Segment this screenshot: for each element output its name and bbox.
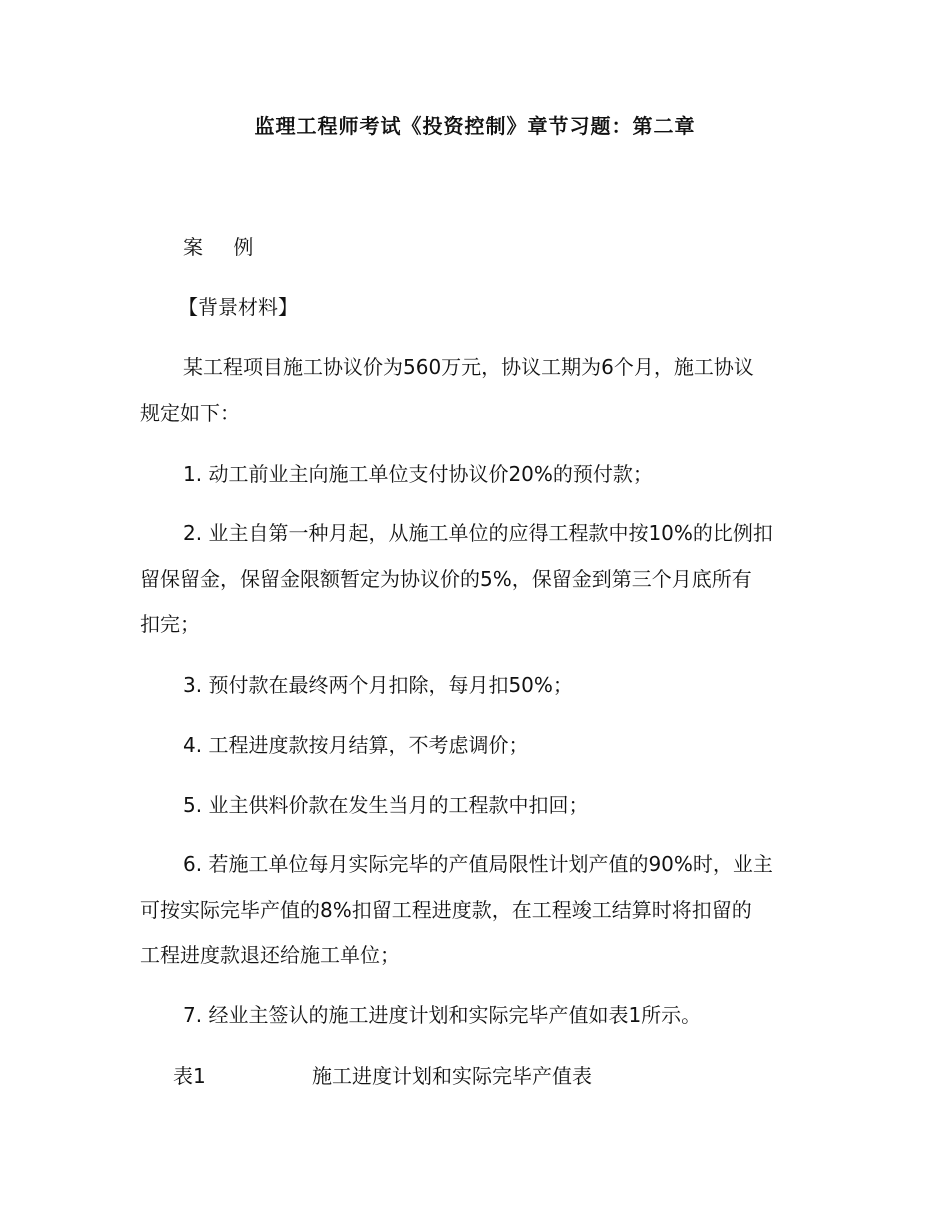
rule-item-7: 7. 经业主签认的施工进度计划和实际完毕产值如表1所示。: [183, 1003, 702, 1027]
intro-line-1: 某工程项目施工协议价为560万元，协议工期为6个月，施工协议: [183, 355, 754, 379]
background-heading: 【背景材料】: [178, 295, 298, 319]
rule-item-2-line-1: 2. 业主自第一种月起，从施工单位的应得工程款中按10%的比例扣: [183, 521, 773, 545]
table-caption-number: 表1: [173, 1064, 206, 1088]
rule-item-6-line-2: 可按实际完毕产值的8%扣留工程进度款，在工程竣工结算时将扣留的: [140, 898, 752, 922]
rule-item-6-line-3: 工程进度款退还给施工单位；: [140, 943, 400, 967]
rule-item-5: 5. 业主供料价款在发生当月的工程款中扣回；: [183, 793, 589, 817]
table-caption-title: 施工进度计划和实际完毕产值表: [312, 1064, 592, 1088]
case-heading: 案 例: [183, 235, 266, 259]
document-title: 监理工程师考试《投资控制》章节习题：第二章: [254, 114, 696, 138]
rule-item-3: 3. 预付款在最终两个月扣除，每月扣50%；: [183, 673, 573, 697]
rule-item-6-line-1: 6. 若施工单位每月实际完毕的产值局限性计划产值的90%时，业主: [183, 852, 773, 876]
rule-item-2-line-2: 留保留金，保留金限额暂定为协议价的5%，保留金到第三个月底所有: [140, 567, 752, 591]
intro-line-2: 规定如下：: [140, 401, 240, 425]
rule-item-4: 4. 工程进度款按月结算，不考虑调价；: [183, 733, 529, 757]
rule-item-2-line-3: 扣完；: [140, 612, 200, 636]
rule-item-1: 1. 动工前业主向施工单位支付协议价20%的预付款；: [183, 462, 653, 486]
